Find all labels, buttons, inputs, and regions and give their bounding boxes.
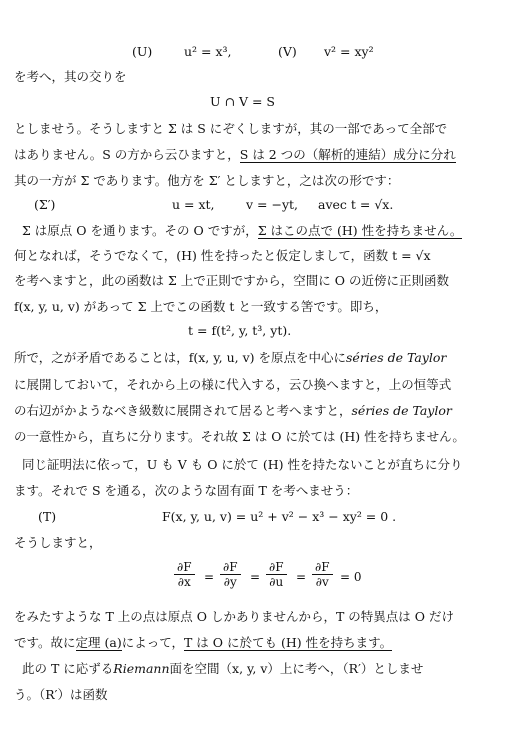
underlined-text: 定理 (a) — [75, 635, 122, 650]
numerator: ∂F — [220, 560, 241, 575]
paragraph-line — [22, 222, 462, 240]
equals-zero: = 0 — [340, 570, 362, 584]
paragraph-line — [14, 349, 446, 367]
paragraph-line: を考へますと，此の函数は Σ 上で正則ですから，空間に O の近傍に正則函数 — [14, 273, 449, 288]
text-span: です。故に — [14, 635, 76, 650]
sigma-prime-v: v = −yt, — [246, 197, 299, 212]
v-label: (V) — [278, 44, 297, 59]
paragraph-line — [14, 146, 456, 164]
partial-fraction-v — [312, 560, 333, 589]
u-label: (U) — [132, 44, 153, 59]
numerator: ∂F — [312, 560, 333, 575]
paragraph-line — [14, 634, 392, 652]
sigma-prime-label: (Σ′) — [34, 197, 56, 212]
equals-sign: = — [250, 570, 261, 584]
text-span: の右辺がかようなべき級数に展開されて居ると考へますと， — [14, 403, 352, 418]
equals-sign: = — [296, 570, 307, 584]
v-equation: v² = xy² — [324, 44, 374, 59]
paragraph-line: う。（R′）は函数 — [14, 687, 108, 702]
numerator: ∂F — [174, 560, 195, 575]
paragraph-line: を考へ，其の交りを — [14, 69, 127, 84]
intersection-equation: U ∩ V = S — [210, 94, 275, 109]
text-span: 所で，之が矛盾であることは，f(x, y, u, v) を原点を中心に — [14, 350, 347, 365]
sigma-prime-avec: avec t = √x. — [318, 197, 394, 212]
u-equation: u² = x³, — [184, 44, 232, 59]
paragraph-line: 何となれば，そうでなくて，(H) 性を持ったと仮定しまして，函数 t = √x — [14, 248, 431, 263]
paragraph-line: に展開しておいて，それから上の様に代入する，云ひ換へますと，上の恒等式 — [14, 377, 452, 392]
denominator: ∂v — [315, 575, 329, 589]
foreign-term: séries de Taylor — [351, 403, 452, 418]
partial-fraction-y — [220, 560, 241, 589]
t-label: (T) — [38, 509, 57, 524]
text-span: 面を空間（x, y, v）上に考へ，（R′）としませ — [169, 661, 424, 676]
text-span: 此の T に応ずる — [22, 661, 114, 676]
equals-sign: = — [204, 570, 215, 584]
denominator: ∂y — [223, 575, 237, 589]
foreign-term: Riemann — [113, 661, 170, 676]
denominator: ∂x — [177, 575, 191, 589]
paragraph-line: ます。それで S を通る，次のような固有面 T を考へませう： — [14, 483, 359, 498]
paragraph-line: としませう。そうしますと Σ は S にぞくしますが，其の一部であって全部で — [14, 121, 448, 136]
underlined-text: T は O に於ても (H) 性を持ちます。 — [183, 635, 393, 650]
partial-fraction-u — [266, 560, 287, 589]
t-equation: F(x, y, u, v) = u² + v² − x³ − xy² = 0 . — [162, 509, 397, 524]
underlined-text: Σ はこの点で (H) 性を持ちません。 — [257, 223, 463, 238]
paragraph-line: そうしますと， — [14, 535, 102, 550]
paragraph-line: 同じ証明法に依って，U も V も O に於て (H) 性を持たないことが直ちに分り — [22, 457, 463, 472]
numerator: ∂F — [266, 560, 287, 575]
text-span: によって， — [121, 635, 184, 650]
text-span: はありません。S の方から云ひますと， — [14, 147, 240, 162]
paragraph-line — [22, 660, 423, 678]
paragraph-line — [14, 402, 452, 420]
sigma-prime-u: u = xt, — [172, 197, 215, 212]
paragraph-line: f(x, y, u, v) があって Σ 上でこの函数 t と一致する筈です。即ち， — [14, 299, 388, 314]
paragraph-line: をみたすような T 上の点は原点 O しかありませんから，T の特異点は O だけ — [14, 609, 454, 624]
foreign-term: séries de Taylor — [346, 350, 447, 365]
t-identity-equation: t = f(t², y, t³, yt). — [188, 323, 292, 338]
partial-fraction-x — [174, 560, 195, 589]
paragraph-line: の一意性から，直ちに分ります。それ故 Σ は O に於ては (H) 性を持ちません。 — [14, 429, 465, 444]
denominator: ∂u — [269, 575, 284, 589]
paragraph-line: 其の一方が Σ であります。他方を Σ′ としますと，之は次の形です： — [14, 173, 400, 188]
text-span: Σ は原点 O を通ります。その O ですが， — [22, 223, 258, 238]
underlined-text: S は 2 つの（解析的連結）成分に分れ — [239, 147, 456, 162]
